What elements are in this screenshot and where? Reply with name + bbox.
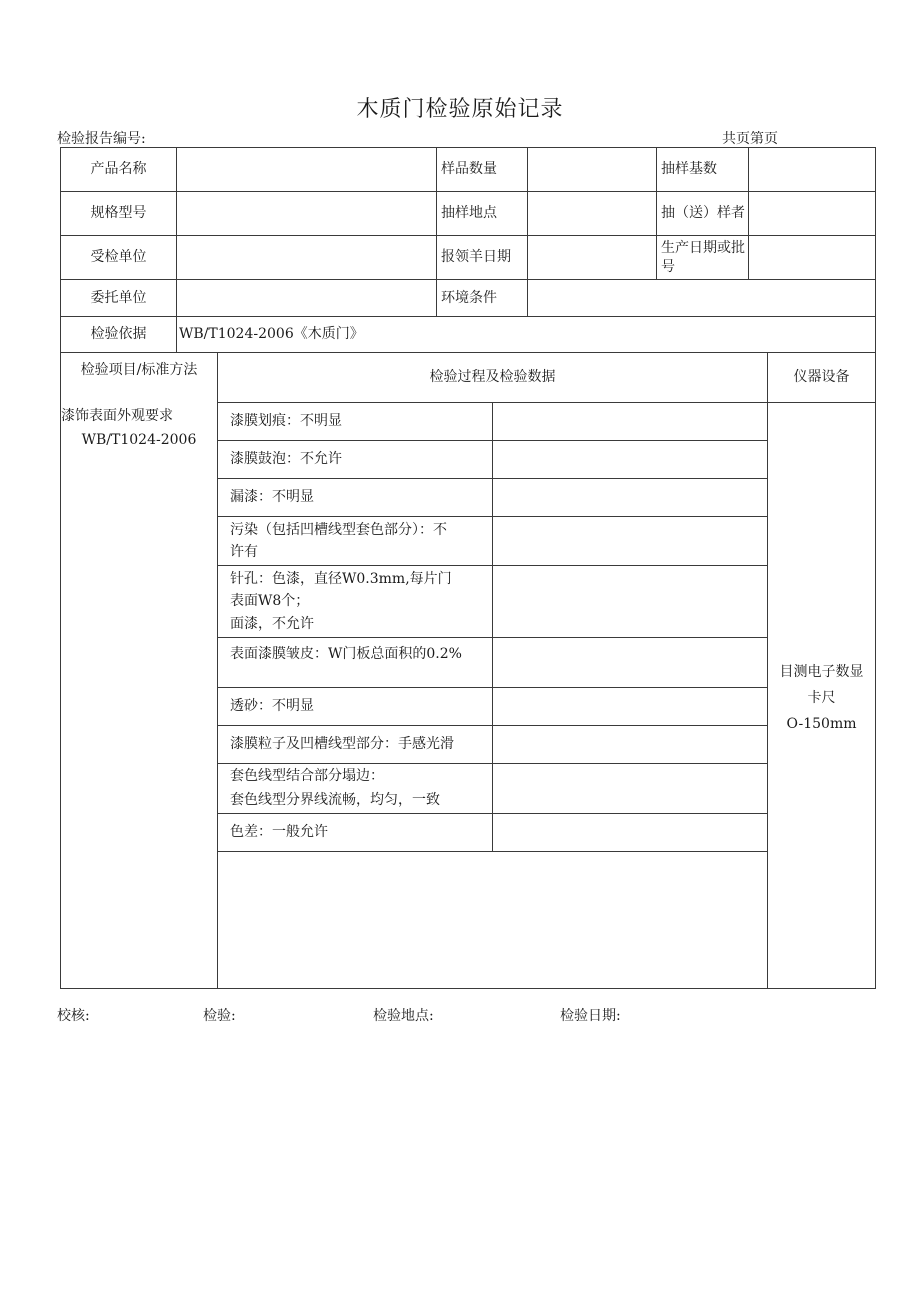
check-item-contamination: 污染（包括凹槽线型套色部分）：不 许有 bbox=[230, 521, 447, 560]
item-name: 漆饰表面外观要求 bbox=[61, 408, 173, 424]
equipment-line-2: 卡尺 bbox=[807, 689, 836, 706]
check-item-scratch: 漆膜划痕：不明显 bbox=[230, 413, 342, 430]
check-item-bubble: 漆膜鼓泡：不允许 bbox=[230, 451, 342, 468]
inspection-place-label: 检验地点: bbox=[373, 1008, 434, 1024]
check-item-color-difference: 色差：一般允许 bbox=[230, 824, 328, 841]
sampler-label: 抽（送）样者 bbox=[661, 205, 745, 222]
check-item-color-line: 套色线型结合部分塌边： 套色线型分界线流畅，均匀，一致 bbox=[230, 767, 440, 808]
check-item-sand-through: 透砂：不明显 bbox=[230, 698, 314, 715]
inspected-unit-label: 受检单位 bbox=[90, 249, 147, 266]
item-method-header: 检验项目/标准方法 bbox=[80, 362, 198, 378]
basis-label: 检验依据 bbox=[90, 326, 147, 343]
inspector-label: 检验: bbox=[203, 1008, 236, 1024]
check-item-particles: 漆膜粒子及凹槽线型部分：手感光滑 bbox=[230, 736, 454, 753]
sampling-place-label: 抽样地点 bbox=[441, 205, 497, 222]
page-title: 木质门检验原始记录 bbox=[356, 97, 564, 122]
item-standard: WB/T1024-2006 bbox=[81, 432, 197, 448]
receive-date-label: 报领羊日期 bbox=[441, 249, 511, 266]
production-date-label: 生产日期或批号 bbox=[661, 240, 745, 275]
check-item-pinhole: 针孔：色漆，直径W0.3mm,每片门 表面W8个； 面漆，不允许 bbox=[230, 570, 452, 632]
basis-value: WB/T1024-2006《木质门》 bbox=[179, 326, 364, 343]
report-number-label: 检验报告编号: bbox=[57, 131, 146, 147]
equipment-line-1: 目测电子数显 bbox=[779, 664, 864, 680]
inspection-date-label: 检验日期: bbox=[560, 1008, 621, 1024]
product-name-label: 产品名称 bbox=[90, 161, 147, 178]
equipment-header: 仪器设备 bbox=[793, 369, 850, 386]
process-header: 检验过程及检验数据 bbox=[429, 369, 556, 386]
sample-quantity-label: 样品数量 bbox=[441, 161, 497, 178]
client-unit-label: 委托单位 bbox=[90, 289, 147, 306]
environment-label: 环境条件 bbox=[441, 289, 497, 306]
sampling-base-label: 抽样基数 bbox=[661, 161, 717, 178]
page-count-label: 共页第页 bbox=[722, 131, 778, 147]
check-item-wrinkle: 表面漆膜皱皮：W门板总面积的0.2% bbox=[230, 646, 462, 662]
check-item-missed-paint: 漏漆：不明显 bbox=[230, 489, 314, 506]
equipment-value bbox=[768, 660, 875, 738]
reviewer-label: 校核: bbox=[57, 1008, 90, 1024]
equipment-line-3: O-150mm bbox=[786, 715, 857, 732]
spec-model-label: 规格型号 bbox=[90, 205, 147, 222]
